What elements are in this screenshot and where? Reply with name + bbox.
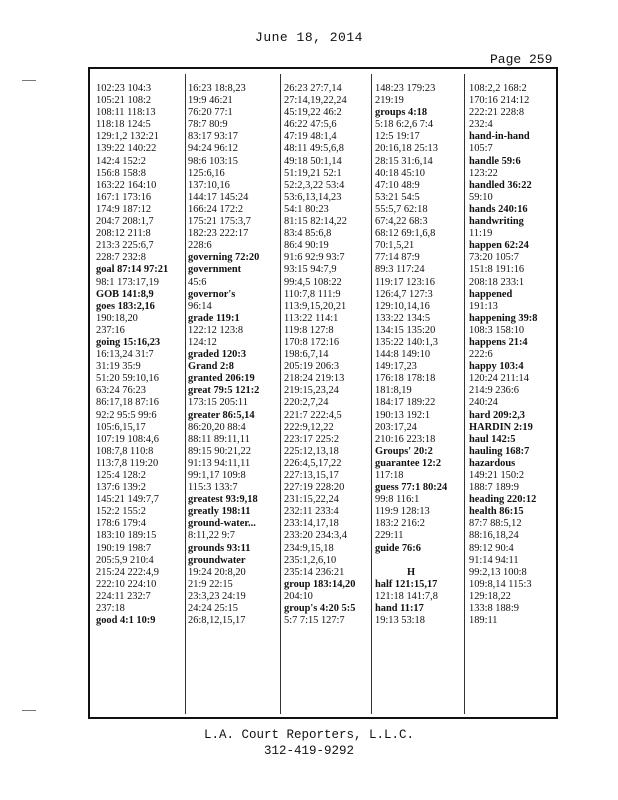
index-entry-ref: 204:10 <box>284 590 313 602</box>
index-entry-ref: 151:8 191:16 <box>469 264 525 276</box>
index-entry-term: great 79:5 121:2 <box>188 385 260 397</box>
index-entry-term: handwriting <box>469 216 524 228</box>
index-entry-ref: 108:11 118:13 <box>96 107 156 119</box>
index-entry-ref: 232:4 <box>469 119 493 131</box>
page-date: June 18, 2014 <box>255 30 363 45</box>
index-entry-ref: 115:3 133:7 <box>188 482 238 494</box>
index-entry-ref: 204:7 208:1,7 <box>96 216 154 228</box>
index-entry-term: good 4:1 10:9 <box>96 615 156 627</box>
index-entry-ref: 125:6,16 <box>188 167 225 179</box>
index-entry-ref: 11:19 <box>469 228 493 240</box>
index-entry-ref: 214:9 236:6 <box>469 385 519 397</box>
index-entry-term: hard 209:2,3 <box>469 409 525 421</box>
index-entry-ref: 63:24 76:23 <box>96 385 146 397</box>
index-entry-ref: 220:2,7,24 <box>284 397 329 409</box>
section-letter: H <box>407 566 416 578</box>
margin-mark <box>22 710 36 711</box>
index-entry-ref: 129:1,2 132:21 <box>96 131 159 143</box>
index-entry-ref: 45:6 <box>188 276 207 288</box>
index-entry-ref: 76:20 77:1 <box>188 107 233 119</box>
index-entry-ref: 83:17 93:17 <box>188 131 238 143</box>
index-entry-ref: 190:18,20 <box>96 312 138 324</box>
index-entry-ref: 222:10 224:10 <box>96 578 157 590</box>
index-entry-ref: 105:6,15,17 <box>96 421 146 433</box>
index-entry-term: handled 36:22 <box>469 179 532 191</box>
index-entry-ref: 108:2,2 168:2 <box>469 83 527 94</box>
index-entry-ref: 73:20 105:7 <box>469 252 519 264</box>
index-entry-ref: 137:6 139:2 <box>96 482 146 494</box>
index-entry-ref: 145:21 149:7,7 <box>96 494 159 506</box>
index-entry-ref: 5:18 6:2,6 7:4 <box>375 119 434 131</box>
index-entry-ref: 167:1 173:16 <box>96 191 152 203</box>
index-entry-ref: 234:9,15,18 <box>284 542 334 554</box>
index-entry-ref: 40:18 45:10 <box>375 167 425 179</box>
index-entry-ref: 235:1,2,6,10 <box>284 554 337 566</box>
index-entry-term: Grand 2:8 <box>188 361 234 373</box>
index-entry-ref: 99:1,17 109:8 <box>188 470 246 481</box>
index-entry-ref: 224:11 232:7 <box>96 590 151 602</box>
index-entry-ref: 16:13,24 31:7 <box>96 349 154 361</box>
index-entry-ref: 237:16 <box>96 324 125 336</box>
index-entry-ref: 108:3 158:10 <box>469 324 525 336</box>
index-entry-ref: 226:4,5,17,22 <box>284 457 342 469</box>
index-entry-ref: 98:6 103:15 <box>188 155 238 167</box>
index-entry-ref: 70:1,5,21 <box>375 240 415 252</box>
index-entry-ref: 175:21 175:3,7 <box>188 216 251 228</box>
index-entry-ref: 235:14 236:21 <box>284 566 345 578</box>
column-divider <box>464 74 465 714</box>
index-entry-ref: 81:15 82:14,22 <box>284 216 347 228</box>
index-entry-ref: 213:3 225:6,7 <box>96 240 154 252</box>
index-entry-ref: 51:19,21 52:1 <box>284 167 342 179</box>
index-entry-ref: 31:19 35:9 <box>96 361 141 373</box>
index-entry-term: governor's <box>188 288 236 300</box>
index-entry-ref: 48:11 49:5,6,8 <box>284 143 344 155</box>
index-entry-ref: 190:13 192:1 <box>375 409 431 421</box>
index-entry-ref: 113:22 114:1 <box>284 312 339 324</box>
footer-reporter: L.A. Court Reporters, L.L.C. <box>203 728 415 742</box>
index-entry-ref: 27:14,19,22,24 <box>284 95 347 107</box>
index-entry-ref: 12:5 19:17 <box>375 131 420 143</box>
index-entry-ref: 113:9,15,20,21 <box>284 300 347 312</box>
index-entry-ref: 222:21 228:8 <box>469 107 525 119</box>
index-entry-ref: 24:24 25:15 <box>188 603 238 615</box>
index-entry-ref: 52:2,3,22 53:4 <box>284 179 345 191</box>
index-entry-ref: 156:8 158:8 <box>96 167 146 179</box>
index-entry-ref: 53:21 54:5 <box>375 191 420 203</box>
index-entry-ref: 105:21 108:2 <box>96 95 152 107</box>
index-entry-ref: 233:20 234:3,4 <box>284 530 347 542</box>
index-entry-term: GOB 141:8,9 <box>96 288 154 300</box>
index-entry-ref: 5:7 7:15 127:7 <box>284 615 345 627</box>
index-entry-term: HARDIN 2:19 <box>469 421 533 433</box>
index-entry-ref: 99:4,5 108:22 <box>284 276 342 288</box>
index-entry-term: half 121:15,17 <box>375 578 438 590</box>
index-entry-term: hazardous <box>469 457 516 469</box>
index-entry-ref: 102:23 104:3 <box>96 83 152 94</box>
index-entry-term: granted 206:19 <box>188 373 255 385</box>
index-entry-ref: 83:4 85:6,8 <box>284 228 332 240</box>
margin-mark <box>22 80 36 81</box>
index-entry-ref: 240:24 <box>469 397 498 409</box>
index-entry-ref: 225:12,13,18 <box>284 445 339 457</box>
index-entry-ref: 117:18 <box>375 470 404 481</box>
index-entry-ref: 148:23 179:23 <box>375 83 436 94</box>
index-entry-ref: 208:12 211:8 <box>96 228 151 240</box>
index-entry-ref: 51:20 59:10,16 <box>96 373 159 385</box>
index-entry-ref: 189:11 <box>469 615 498 627</box>
index-entry-ref: 77:14 87:9 <box>375 252 420 264</box>
index-entry-ref: 198:6,7,14 <box>284 349 329 361</box>
index-entry-ref: 86:17,18 87:16 <box>96 397 159 409</box>
index-entry-ref: 126:4,7 127:3 <box>375 288 433 300</box>
index-entry-ref: 88:16,18,24 <box>469 530 519 542</box>
index-entry-term: greatest 93:9,18 <box>188 494 258 506</box>
index-entry-ref: 232:11 233:4 <box>284 506 339 518</box>
index-entry-ref: 228:7 232:8 <box>96 252 146 264</box>
index-entry-ref: 54:1 80:23 <box>284 203 329 215</box>
index-entry-ref: 163:22 164:10 <box>96 179 157 191</box>
index-entry-ref: 49:18 50:1,14 <box>284 155 342 167</box>
index-entry-term: groundwater <box>188 554 246 566</box>
index-entry-ref: 233:14,17,18 <box>284 518 339 530</box>
index-entry-ref: 86:4 90:19 <box>284 240 329 252</box>
index-entry-ref: 119:17 123:16 <box>375 276 435 288</box>
index-entry-term: greatly 198:11 <box>188 506 251 518</box>
index-entry-ref: 26:23 27:7,14 <box>284 83 342 94</box>
index-entry-ref: 227:19 228:20 <box>284 482 345 494</box>
index-entry-term: goes 183:2,16 <box>96 300 155 312</box>
index-entry-ref: 123:22 <box>469 167 498 179</box>
index-entry-ref: 21:9 22:15 <box>188 578 233 590</box>
index-entry-ref: 149:21 150:2 <box>469 470 525 481</box>
index-entry-term: happy 103:4 <box>469 361 524 373</box>
index-entry-ref: 166:24 172:2 <box>188 203 244 215</box>
index-entry-ref: 87:7 88:5,12 <box>469 518 522 530</box>
index-entry-term: hand 11:17 <box>375 603 424 615</box>
index-entry-ref: 28:15 31:6,14 <box>375 155 433 167</box>
index-entry-ref: 88:11 89:11,11 <box>188 433 250 445</box>
index-entry-ref: 144:17 145:24 <box>188 191 249 203</box>
index-entry-ref: 55:5,7 62:18 <box>375 203 428 215</box>
index-entry-ref: 89:3 117:24 <box>375 264 425 276</box>
index-entry-ref: 47:19 48:1,4 <box>284 131 337 143</box>
index-entry-ref: 139:22 140:22 <box>96 143 157 155</box>
index-entry-term: going 15:16,23 <box>96 336 161 348</box>
index-entry-ref: 8:11,22 9:7 <box>188 530 235 542</box>
index-entry-ref: 129:10,14,16 <box>375 300 430 312</box>
index-entry-ref: 91:6 92:9 93:7 <box>284 252 345 264</box>
index-entry-ref: 19:24 20:8,20 <box>188 566 246 578</box>
column-divider <box>371 74 372 714</box>
index-entry-ref: 203:17,24 <box>375 421 417 433</box>
index-entry-ref: 53:6,13,14,23 <box>284 191 342 203</box>
index-entry-term: guess 77:1 80:24 <box>375 482 448 494</box>
index-entry-ref: 133:8 188:9 <box>469 603 519 615</box>
index-column-5 <box>469 83 537 627</box>
index-entry-term: heading 220:12 <box>469 494 537 506</box>
index-entry-ref: 124:12 <box>188 336 217 348</box>
index-entry-ref: 181:8,19 <box>375 385 412 397</box>
index-entry-ref: 182:23 222:17 <box>188 228 249 240</box>
index-entry-ref: 135:22 140:1,3 <box>375 336 438 348</box>
index-entry-ref: 205:5,9 210:4 <box>96 554 154 566</box>
index-entry-ref: 46:22 47:5,6 <box>284 119 337 131</box>
index-entry-ref: 67:4,22 68:3 <box>375 216 428 228</box>
index-entry-ref: 222:6 <box>469 349 493 361</box>
index-entry-term: groups 4:18 <box>375 107 428 119</box>
index-entry-ref: 134:15 135:20 <box>375 324 436 336</box>
index-entry-ref: 92:2 95:5 99:6 <box>96 409 157 421</box>
index-entry-ref: 137:10,16 <box>188 179 230 191</box>
index-entry-ref: 176:18 178:18 <box>375 373 436 385</box>
index-entry-ref: 205:19 206:3 <box>284 361 340 373</box>
index-entry-ref: 222:9,12,22 <box>284 421 334 433</box>
index-entry-ref: 59:10 <box>469 191 493 203</box>
index-entry-term: group's 4:20 5:5 <box>284 603 356 615</box>
index-entry-ref: 133:22 134:5 <box>375 312 431 324</box>
index-entry-ref: 16:23 18:8,23 <box>188 83 246 94</box>
index-entry-ref: 19:13 53:18 <box>375 615 425 627</box>
column-divider <box>280 74 281 714</box>
index-entry-term: grounds 93:11 <box>188 542 251 554</box>
index-entry-ref: 183:2 216:2 <box>375 518 425 530</box>
index-entry-term: guide 76:6 <box>375 542 421 554</box>
column-divider <box>185 74 186 714</box>
index-entry-ref: 93:15 94:7,9 <box>284 264 337 276</box>
index-entry-ref: 23:3,23 24:19 <box>188 590 246 602</box>
index-entry-ref: 144:8 149:10 <box>375 349 431 361</box>
index-column-2 <box>188 83 259 627</box>
index-entry-term: group 183:14,20 <box>284 578 356 590</box>
index-entry-term: health 86:15 <box>469 506 524 518</box>
index-entry-ref: 89:12 90:4 <box>469 542 514 554</box>
index-column-3 <box>284 83 355 627</box>
index-entry-ref: 19:9 46:21 <box>188 95 233 107</box>
index-entry-ref: 98:1 173:17,19 <box>96 276 159 288</box>
index-entry-ref: 68:12 69:1,6,8 <box>375 228 436 240</box>
index-entry-ref: 109:8,14 115:3 <box>469 578 532 590</box>
index-entry-ref: 91:13 94:11,11 <box>188 457 251 469</box>
index-entry-ref: 113:7,8 119:20 <box>96 457 159 469</box>
index-entry-ref: 120:24 211:14 <box>469 373 529 385</box>
index-entry-ref: 110:7,8 111:9 <box>284 288 341 300</box>
index-entry-ref: 237:18 <box>96 603 125 615</box>
footer-phone: 312-419-9292 <box>263 744 354 758</box>
index-column-4 <box>375 83 447 627</box>
index-entry-ref: 78:7 80:9 <box>188 119 228 131</box>
index-entry-ref: 229:11 <box>375 530 404 542</box>
index-entry-ref: 26:8,12,15,17 <box>188 615 246 627</box>
index-entry-term: grade 119:1 <box>188 312 240 324</box>
index-entry-ref: 152:2 155:2 <box>96 506 146 518</box>
index-entry-ref: 173:15 205:11 <box>188 397 248 409</box>
index-entry-ref: 227:13,15,17 <box>284 470 339 481</box>
index-entry-ref: 228:6 <box>188 240 212 252</box>
index-entry-ref: 94:24 96:12 <box>188 143 238 155</box>
index-entry-ref <box>375 555 447 567</box>
index-entry-ref: 47:10 48:9 <box>375 179 420 191</box>
index-entry-ref: 174:9 187:12 <box>96 203 152 215</box>
index-entry-ref: 45:19,22 46:2 <box>284 107 342 119</box>
index-entry-ref: 231:15,22,24 <box>284 494 339 506</box>
index-entry-ref: 190:19 198:7 <box>96 542 152 554</box>
index-entry-ref: 210:16 223:18 <box>375 433 436 445</box>
index-entry-term: hands 240:16 <box>469 203 528 215</box>
index-entry-ref: 96:14 <box>188 300 212 312</box>
index-entry-ref: 125:4 128:2 <box>96 470 146 481</box>
index-entry-ref: 191:13 <box>469 300 498 312</box>
index-entry-ref: 105:7 <box>469 143 493 155</box>
index-entry-ref: 188:7 189:9 <box>469 482 519 494</box>
index-entry-ref: 99:8 116:1 <box>375 494 420 506</box>
index-entry-ref: 184:17 189:22 <box>375 397 436 409</box>
index-entry-ref: 119:9 128:13 <box>375 506 430 518</box>
index-entry-ref: 178:6 179:4 <box>96 518 146 530</box>
index-entry-ref: 107:19 108:4,6 <box>96 433 159 445</box>
index-entry-ref: 208:18 233:1 <box>469 276 525 288</box>
index-entry-ref: 218:24 219:13 <box>284 373 345 385</box>
index-entry-term: government <box>188 264 242 276</box>
index-entry-ref: 129:18,22 <box>469 590 511 602</box>
index-entry-ref: 219:19 <box>375 95 404 107</box>
index-entry-term: haul 142:5 <box>469 433 516 445</box>
index-entry-ref: 108:7,8 110:8 <box>96 445 154 457</box>
index-entry-term: Groups' 20:2 <box>375 445 433 457</box>
index-entry-term: guarantee 12:2 <box>375 457 442 469</box>
index-entry-ref: 183:10 189:15 <box>96 530 157 542</box>
index-column-1 <box>96 83 168 627</box>
index-entry-ref: 91:14 94:11 <box>469 554 519 566</box>
index-entry-ref: 119:8 127:8 <box>284 324 334 336</box>
index-entry-ref: 223:17 225:2 <box>284 433 340 445</box>
index-entry-term: ground-water... <box>188 518 256 530</box>
index-entry-term: graded 120:3 <box>188 349 247 361</box>
index-entry-term: happening 39:8 <box>469 312 538 324</box>
index-entry-ref: 221:7 222:4,5 <box>284 409 342 421</box>
index-entry-ref: 122:12 123:8 <box>188 324 244 336</box>
index-entry-ref: 86:20,20 88:4 <box>188 421 246 433</box>
index-entry-term: hauling 168:7 <box>469 445 530 457</box>
index-entry-term: handle 59:6 <box>469 155 521 167</box>
index-entry-ref: 118:18 124:5 <box>96 119 151 131</box>
index-entry-ref: 89:15 90:21,22 <box>188 445 251 457</box>
index-entry-ref: 219:15,23,24 <box>284 385 339 397</box>
index-entry-ref: 20:16,18 25:13 <box>375 143 438 155</box>
index-entry-ref: 170:8 172:16 <box>284 336 340 348</box>
index-entry-term: governing 72:20 <box>188 252 260 264</box>
index-entry-ref: 121:18 141:7,8 <box>375 590 438 602</box>
index-entry-term: happens 21:4 <box>469 336 528 348</box>
index-entry-term: goal 87:14 97:21 <box>96 264 169 276</box>
index-entry-term: happen 62:24 <box>469 240 529 252</box>
index-entry-term: hand-in-hand <box>469 131 530 143</box>
index-entry-ref: 142:4 152:2 <box>96 155 146 167</box>
page-number: Page 259 <box>490 52 553 67</box>
index-entry-term: greater 86:5,14 <box>188 409 255 421</box>
index-entry-term: happened <box>469 288 513 300</box>
index-entry-ref: 170:16 214:12 <box>469 95 530 107</box>
index-entry-ref: 149:17,23 <box>375 361 417 373</box>
index-entry-ref: 215:24 222:4,9 <box>96 566 159 578</box>
index-entry-ref: 99:2,13 100:8 <box>469 566 527 578</box>
